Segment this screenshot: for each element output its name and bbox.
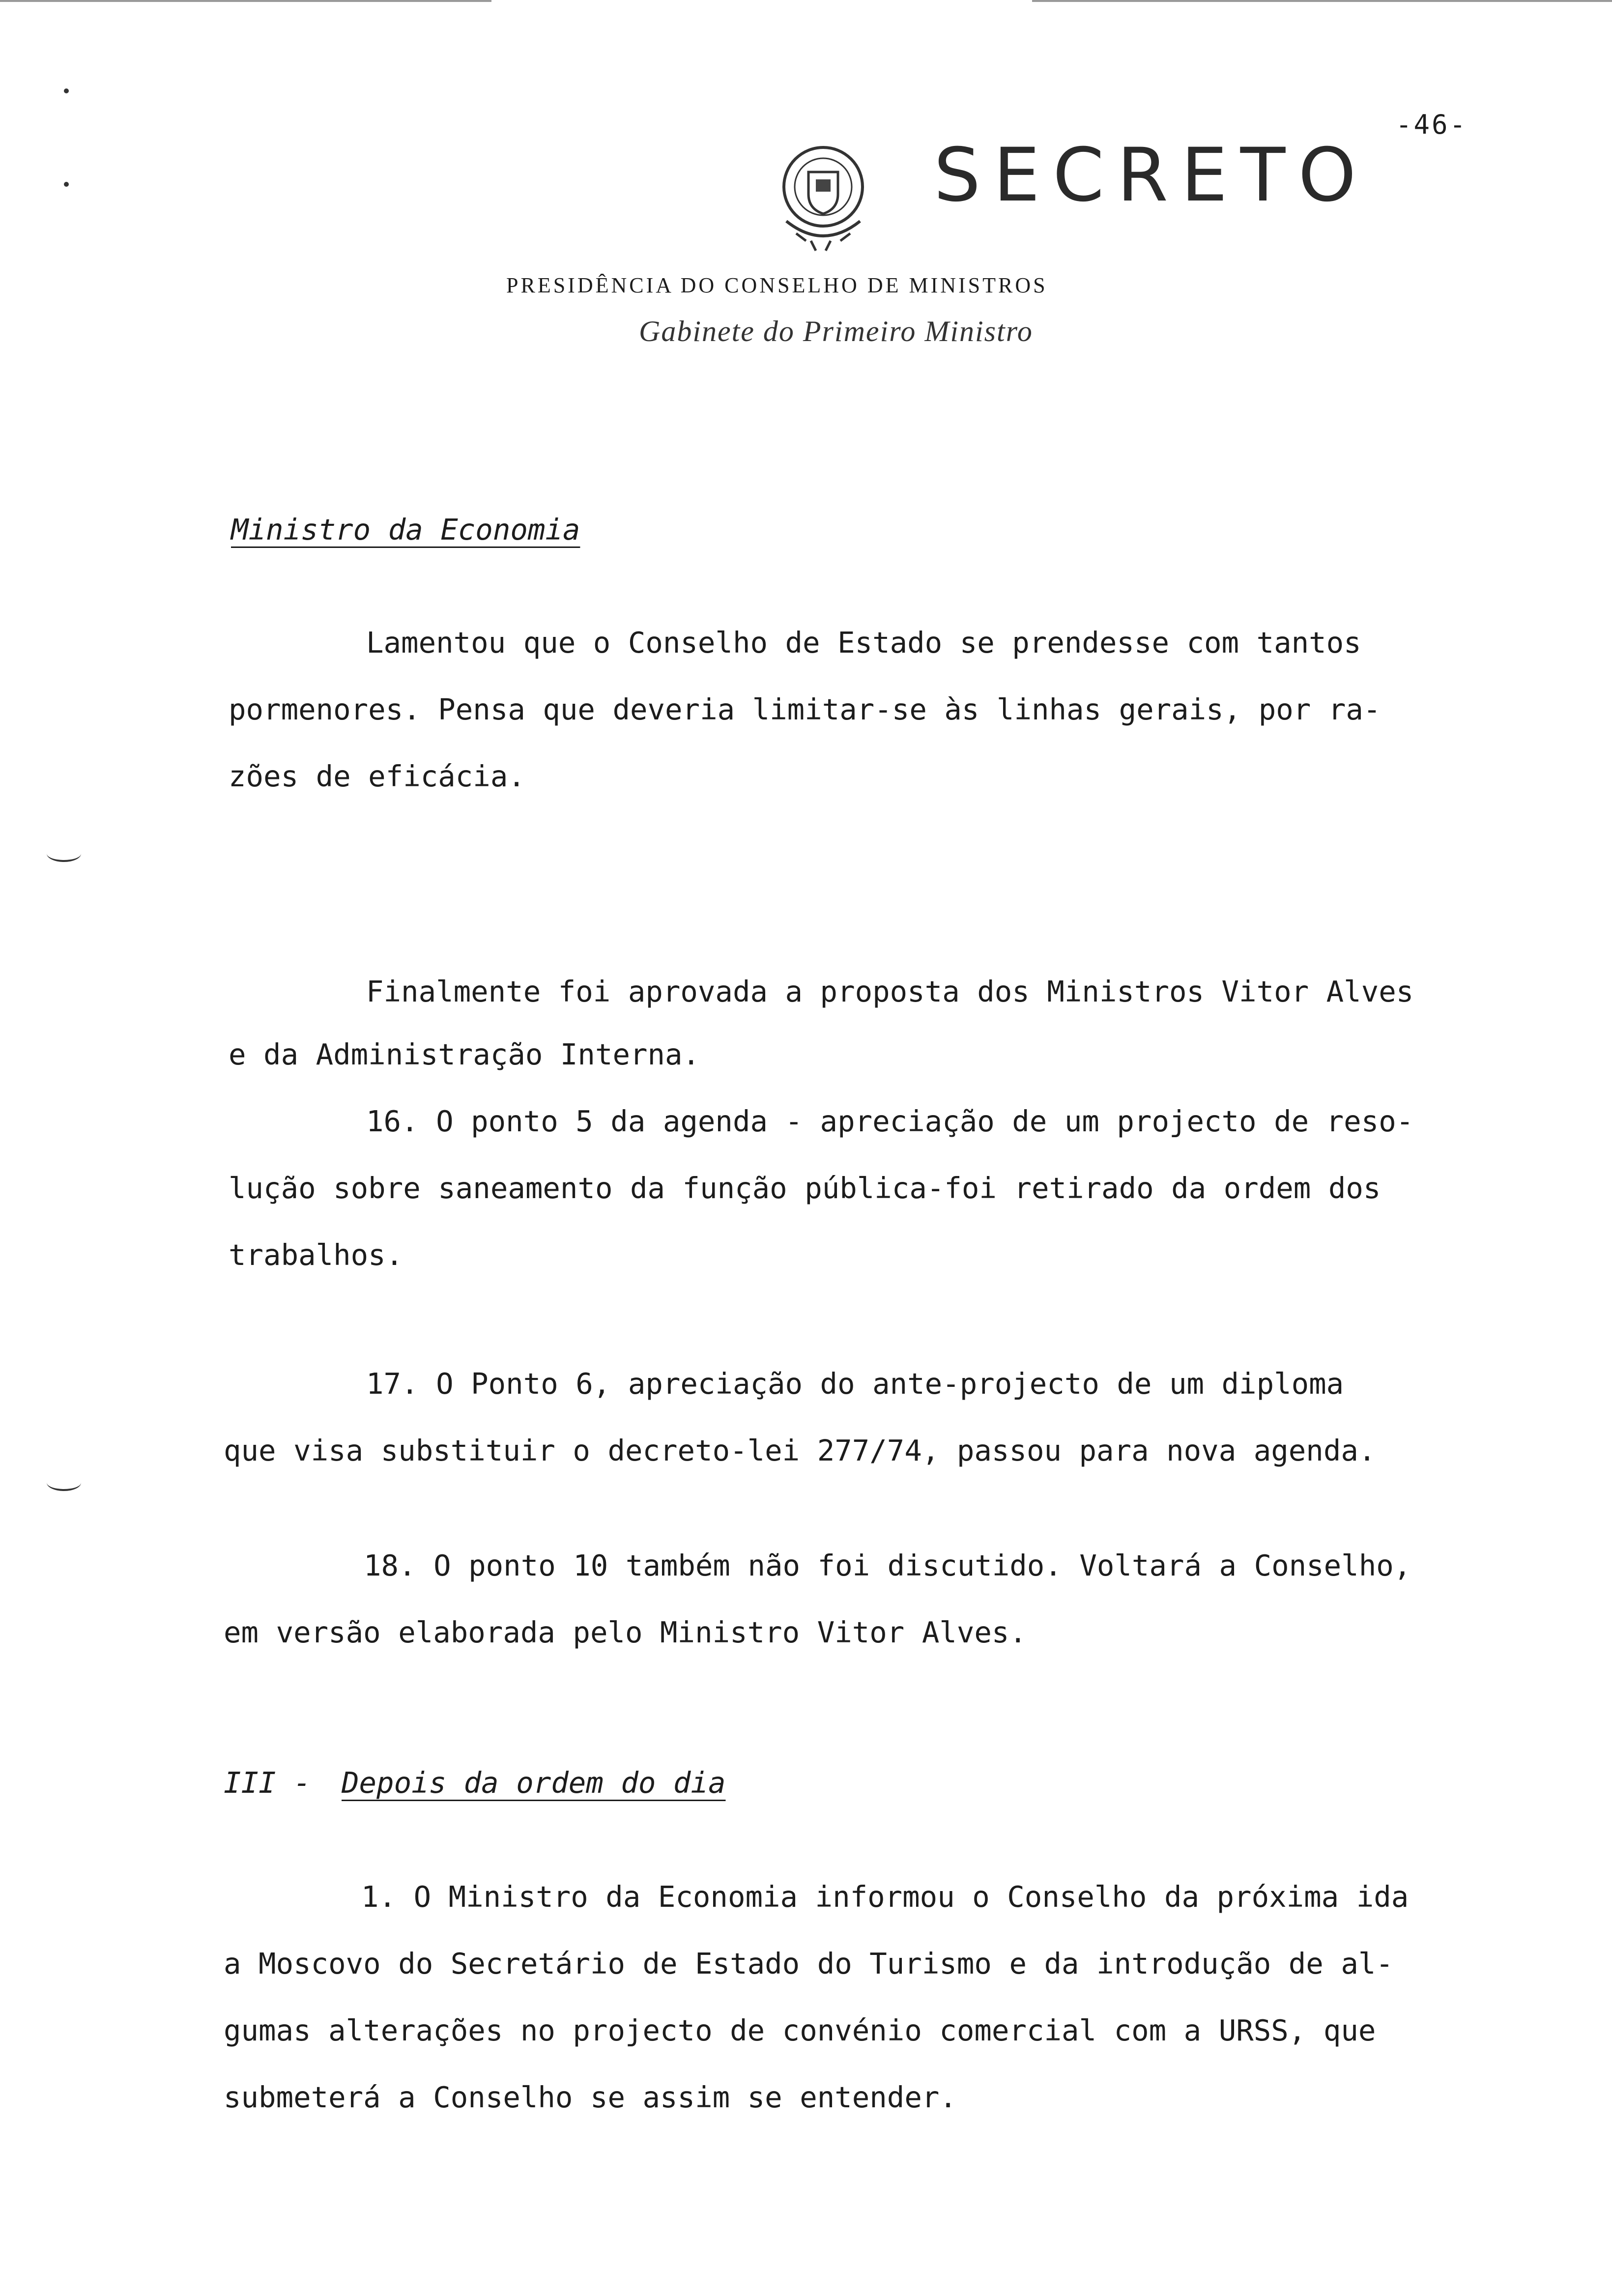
numbered-item-line: a Moscovo do Secretário de Estado do Turismo e da introdução de al-	[224, 1947, 1393, 1980]
section-heading: Ministro da Economia	[231, 513, 580, 546]
numbered-item-line: trabalhos.	[229, 1238, 403, 1272]
secret-stamp: SECRETO	[934, 133, 1369, 218]
part-title: Depois da ordem do dia	[342, 1766, 726, 1800]
numbered-item-line: 16. O ponto 5 da agenda - apreciação de um projecto de reso-	[366, 1104, 1414, 1138]
numbered-item-line: 1. O Ministro da Economia informou o Conselho da próxima ida	[361, 1880, 1409, 1914]
coat-of-arms-seal-icon	[767, 138, 880, 265]
numbered-item-line: que visa substituir o decreto-lei 277/74, passou para nova agenda.	[224, 1434, 1376, 1467]
paragraph-line: zões de eficácia.	[229, 759, 525, 793]
paragraph-line: Finalmente foi aprovada a proposta dos Ministros Vitor Alves	[366, 975, 1414, 1008]
letterhead-office: Gabinete do Primeiro Ministro	[639, 315, 1033, 347]
punch-mark	[64, 88, 69, 93]
numbered-item-line: gumas alterações no projecto de convénio comercial com a URSS, que	[224, 2013, 1376, 2047]
paragraph-line: pormenores. Pensa que deveria limitar-se às linhas gerais, por ra-	[229, 692, 1381, 726]
letterhead-institution: PRESIDÊNCIA DO CONSELHO DE MINISTROS	[506, 273, 1048, 297]
numbered-item-line: submeterá a Conselho se assim se entender.	[224, 2080, 957, 2114]
part-number: III -	[224, 1766, 311, 1800]
paragraph-line: Lamentou que o Conselho de Estado se prendesse com tantos	[366, 626, 1361, 660]
margin-mark	[47, 1474, 81, 1491]
numbered-item-line: em versão elaborada pelo Ministro Vitor Alves.	[224, 1615, 1027, 1649]
scan-edge-line	[0, 0, 491, 2]
numbered-item-line: 18. O ponto 10 também não foi discutido. Voltará a Conselho,	[364, 1549, 1411, 1582]
scan-edge-line	[1032, 0, 1612, 2]
numbered-item-line: lução sobre saneamento da função pública-foi retirado da ordem dos	[229, 1171, 1381, 1205]
page-number: -46-	[1396, 109, 1468, 140]
punch-mark	[64, 182, 69, 187]
paragraph-line: e da Administração Interna.	[229, 1037, 700, 1071]
numbered-item-line: 17. O Ponto 6, apreciação do ante-projecto de um diploma	[366, 1367, 1344, 1401]
margin-mark	[47, 845, 81, 862]
